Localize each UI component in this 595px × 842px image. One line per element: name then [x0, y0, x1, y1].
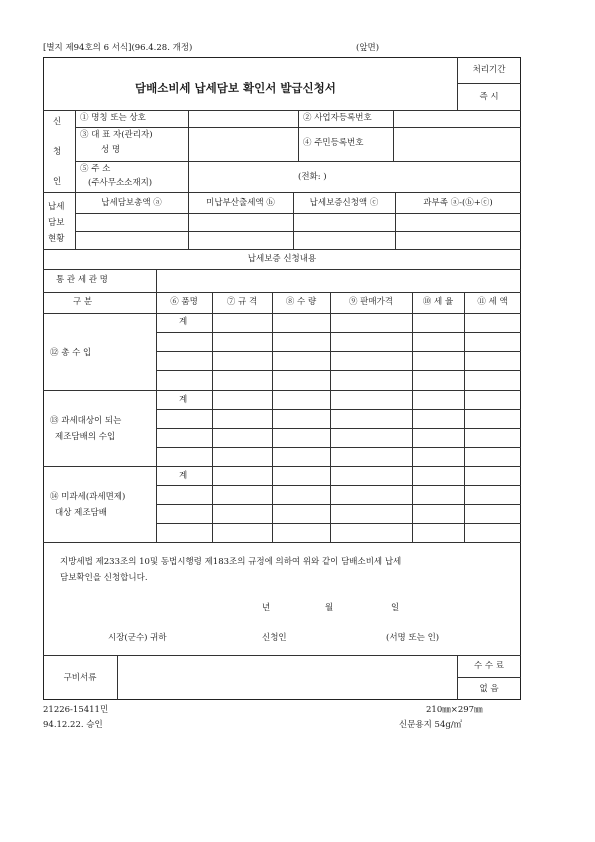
declaration-text-line-1: 지방세법 제233조의 10및 동법시행령 제183조의 규정에 의하여 위와 같이 담배소비세 납세 — [60, 557, 402, 567]
category-header: 구 분 — [73, 297, 93, 307]
group-exempt-total: 계 — [179, 471, 188, 481]
address-sub-label: (주사무소소재지) — [88, 178, 153, 188]
company-name-label: ① 명칭 또는 상호 — [80, 113, 146, 123]
processing-midline — [457, 83, 521, 84]
processing-period-value: 즉 시 — [479, 92, 499, 102]
resident-number-field[interactable] — [394, 128, 520, 160]
surplus-deficit-field[interactable] — [396, 214, 520, 248]
representative-name-label: 성 명 — [101, 145, 121, 155]
sale-price-header: ⑨ 판매가격 — [348, 297, 394, 307]
spec-header: ⑦ 규 격 — [226, 297, 258, 307]
page-side-label: (앞면) — [356, 43, 380, 53]
business-registration-field[interactable] — [394, 111, 520, 126]
form-title: 담배소비세 납세담보 확인서 발급신청서 — [135, 81, 336, 95]
item-detail-grid[interactable] — [157, 314, 520, 541]
signature-or-seal-label: (서명 또는 인) — [386, 633, 440, 643]
approval-date: 94.12.22. 승인 — [43, 720, 103, 730]
total-security-field[interactable] — [76, 214, 187, 248]
group-taxable-total: 계 — [179, 395, 188, 405]
date-day-label: 일 — [391, 603, 400, 613]
total-security-header: 납세담보총액 ⓐ — [101, 198, 162, 208]
applicant-section-char-2: 청 — [53, 147, 62, 157]
customs-office-label: 통 관 세 관 명 — [56, 275, 108, 285]
fee-value: 없 음 — [479, 684, 499, 694]
guarantee-contents-heading: 납세보증 신청내용 — [247, 254, 317, 264]
guarantee-amount-field[interactable] — [294, 214, 394, 248]
applicant-signature-field[interactable] — [300, 628, 380, 646]
declaration-text-line-2: 담보확인을 신청합니다. — [60, 573, 148, 583]
representative-label: ③ 대 표 자(관리자) — [80, 130, 153, 140]
group-total-import-total: 계 — [179, 317, 188, 327]
security-section-line-2: 담보 — [48, 218, 65, 228]
company-name-field[interactable] — [189, 111, 297, 126]
applicant-signature-label: 신청인 — [262, 633, 287, 643]
group-total-import-label: ⑫ 총 수 입 — [50, 348, 92, 358]
unpaid-tax-header: 미납부산출세액 ⓑ — [206, 198, 275, 208]
recipient-label: 시장(군수) 귀하 — [108, 633, 167, 643]
representative-name-field[interactable] — [189, 128, 297, 160]
security-section-line-1: 납세 — [48, 202, 65, 212]
form-code: 21226-15411민 — [43, 705, 109, 715]
business-registration-label: ② 사업자등록번호 — [303, 113, 372, 123]
applicant-label-divider — [75, 110, 76, 192]
required-documents-field[interactable] — [118, 656, 456, 699]
address-field[interactable] — [189, 162, 520, 191]
required-documents-label: 구비서류 — [63, 673, 97, 683]
guarantee-amount-header: 납세보증신청액 ⓒ — [309, 198, 379, 208]
group-exempt-label-1: ⑭ 미과세(과세면제) — [50, 492, 126, 502]
fee-label: 수 수 료 — [473, 661, 505, 671]
group-exempt-label-2: 대상 제조담배 — [55, 508, 107, 518]
date-year-label: 년 — [262, 603, 271, 613]
address-label: ⑤ 주 소 — [80, 164, 111, 174]
applicant-section-char-3: 인 — [53, 177, 62, 187]
group-taxable-label-2: 제조담배의 수입 — [55, 432, 116, 442]
processing-period-label: 처리기간 — [472, 65, 506, 75]
group-taxable-label-1: ⑬ 과세대상이 되는 — [50, 416, 122, 426]
applicant-section-char-1: 신 — [53, 117, 62, 127]
customs-office-field[interactable] — [157, 270, 520, 291]
date-month-label: 월 — [325, 603, 334, 613]
phone-label: (전화: ) — [298, 172, 327, 182]
surplus-deficit-header: 과부족 ⓐ-(ⓑ+ⓒ) — [423, 198, 493, 208]
security-section-line-3: 현황 — [48, 234, 65, 244]
quantity-header: ⑧ 수 량 — [285, 297, 317, 307]
item-name-header: ⑥ 품명 — [170, 297, 198, 307]
paper-type: 신문용지 54g/㎡ — [399, 720, 463, 730]
resident-number-label: ④ 주민등록번호 — [303, 138, 364, 148]
form-reference: [별지 제94호의 6 서식](96.4.28. 개정) — [43, 43, 193, 53]
unpaid-tax-field[interactable] — [189, 214, 292, 248]
paper-size: 210㎜×297㎜ — [426, 705, 483, 715]
tax-rate-header: ⑩ 세 율 — [422, 297, 454, 307]
tax-amount-header: ⑪ 세 액 — [477, 297, 508, 307]
